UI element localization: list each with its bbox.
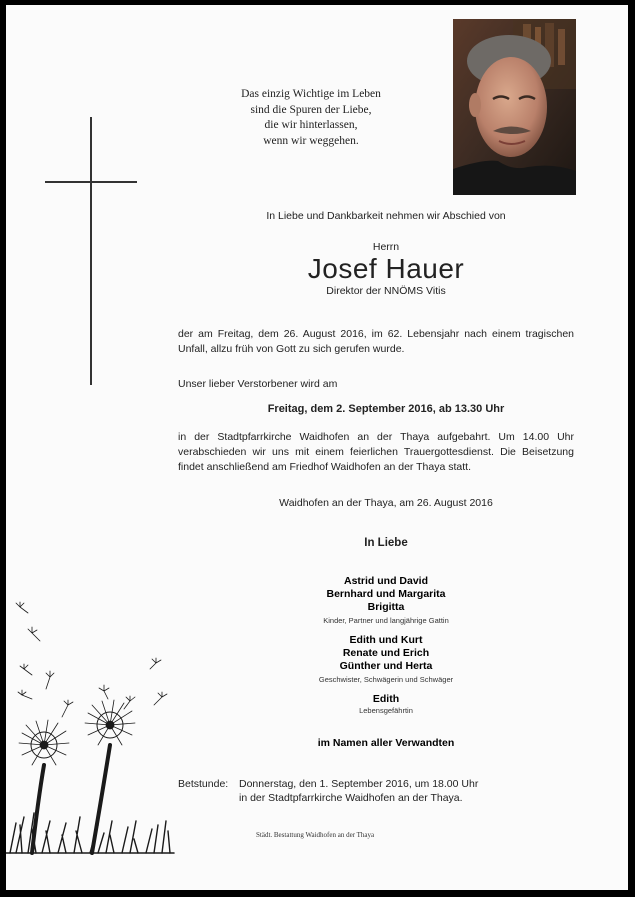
cross-vertical-bar (90, 117, 92, 385)
quote-line: die wir hinterlassen, (264, 119, 358, 131)
mourners-group-siblings (176, 634, 596, 673)
place-and-date: Waidhofen an der Thaya, am 26. August 2016 (279, 497, 493, 509)
mourner-name: Renate und Erich (342, 647, 430, 659)
mourners-group-children (176, 575, 596, 614)
mourner-name: Günther und Herta (339, 660, 433, 672)
death-announcement: der am Freitag, dem 26. August 2016, im 62. Lebensjahr nach einem tragischen Unfall, allzu früh von Gott zu sich gerufen wurde. (178, 328, 574, 355)
dandelion-illustration (6, 585, 176, 860)
mourner-name: Brigitta (367, 601, 405, 613)
deceased-title: Direktor der NNÖMS Vitis (326, 285, 446, 297)
ceremony-details: in der Stadtpfarrkirche Waidhofen an der Thaya aufgebahrt. Um 14.00 Uhr verabschieden wir uns mit einem feierlichen Trauergottesdienst. Die Beisetzung findet anschließend am Friedhof Waidhofen an der Thaya statt. (178, 431, 574, 473)
portrait-photo (453, 19, 576, 195)
salutation: Herrn (372, 241, 400, 253)
obituary-card (6, 5, 628, 890)
quote-line: sind die Spuren der Liebe, (250, 103, 372, 116)
closing-line: im Namen aller Verwandten (317, 737, 455, 749)
memorial-quote (221, 87, 401, 149)
prayer-line: in der Stadtpfarrkirche Waidhofen an der Thaya. (239, 791, 463, 804)
mourners-group-partner (176, 693, 596, 706)
mourner-name: Bernhard und Margarita (326, 588, 446, 600)
prayer-hour (178, 778, 598, 805)
quote-line: wenn wir weggehen. (263, 134, 359, 147)
viewing-intro: Unser lieber Verstorbener wird am (178, 378, 338, 390)
mourner-name: Astrid und David (343, 575, 428, 587)
mourners-relation: Lebensgefährtin (359, 706, 413, 715)
viewing-date: Freitag, dem 2. September 2016, ab 13.30 Uhr (267, 403, 505, 415)
prayer-label: Betstunde: (178, 778, 229, 790)
intro-line: In Liebe und Dankbarkeit nehmen wir Abschied von (266, 210, 506, 222)
mourner-name: Edith (372, 693, 400, 705)
mourners-relation: Kinder, Partner und langjährige Gattin (323, 616, 449, 625)
mourners-relation: Geschwister, Schwägerin und Schwäger (318, 675, 454, 684)
quote-line: Das einzig Wichtige im Leben (241, 88, 381, 100)
cross-horizontal-bar (45, 181, 137, 183)
funeral-home: Städt. Bestattung Waidhofen an der Thaya (256, 831, 375, 839)
prayer-line: Donnerstag, den 1. September 2016, um 18.00 Uhr (239, 778, 479, 790)
in-liebe-heading: In Liebe (364, 537, 408, 549)
deceased-name: Josef Hauer (307, 253, 465, 284)
mourner-name: Edith und Kurt (349, 634, 423, 646)
